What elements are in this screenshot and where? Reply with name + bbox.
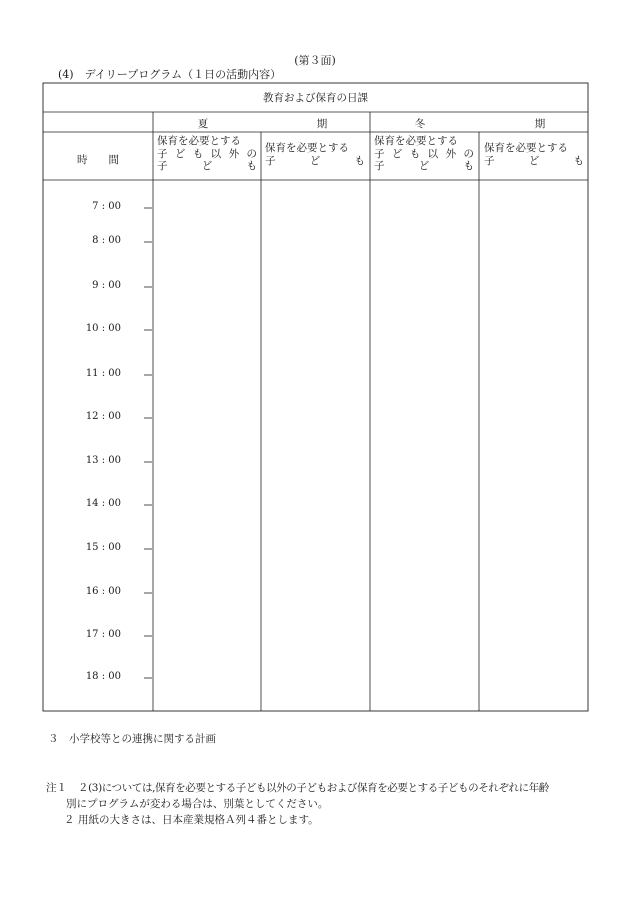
col-header-line1: 保育を必要とする	[265, 142, 349, 154]
time-label: 10 : 00	[85, 323, 121, 334]
note-2-text: 用紙の大きさは、日本産業規格Ａ列４番とします。	[78, 814, 319, 826]
note-1-line-2: 別にプログラムが変わる場合は、別葉としてください。	[66, 798, 329, 810]
note-1-line-1: ２(3)については,保育を必要とする子ども以外の子どもおよび保育を必要とする子どものそれぞれに年齢	[78, 782, 549, 794]
time-label: 18 : 00	[85, 671, 121, 682]
col-header-line1: 保育を必要とする	[484, 142, 568, 154]
col-header-line2: 子 ど も	[265, 154, 365, 167]
section-3-title: ３ 小学校等との連携に関する計画	[48, 733, 216, 745]
time-label: 14 : 00	[85, 498, 121, 509]
winter-header-left: 冬	[414, 118, 426, 130]
summer-header-right: 期	[316, 118, 328, 130]
note-1-prefix: 注１	[46, 782, 67, 794]
time-label: 11 : 00	[85, 368, 121, 379]
time-label: 15 : 00	[85, 542, 121, 553]
page-number-label: (第３面)	[294, 54, 336, 67]
table-title: 教育および保育の日課	[263, 92, 368, 104]
note-2-prefix: ２	[64, 814, 75, 826]
time-label: 9 : 00	[92, 280, 121, 291]
col-header-summer-nursery	[265, 142, 365, 167]
winter-header-right: 期	[534, 118, 546, 130]
col-header-summer-non-nursery	[157, 135, 257, 173]
col-header-line3: 子 ど も	[374, 160, 474, 172]
col-header-line2: 子 ど も	[484, 154, 584, 167]
col-header-line3: 子 ど も	[157, 160, 257, 172]
time-ticks	[144, 208, 152, 678]
summer-header-left: 夏	[197, 118, 209, 130]
col-header-line2: 子 ど も 以 外 の	[157, 147, 257, 160]
col-header-line1: 保育を必要とする	[157, 135, 241, 147]
col-header-winter-nursery	[484, 142, 584, 167]
time-label: 13 : 00	[85, 455, 121, 466]
time-label: 12 : 00	[85, 411, 121, 422]
time-label: 7 : 00	[92, 201, 121, 212]
section-title: (4) デイリープログラム（１日の活動内容）	[58, 68, 282, 81]
col-header-winter-non-nursery	[374, 135, 474, 173]
col-header-line1: 保育を必要とする	[374, 135, 458, 147]
time-label: 8 : 00	[92, 235, 121, 246]
time-label: 16 : 00	[85, 586, 121, 597]
time-label: 17 : 00	[85, 629, 121, 640]
col-header-line2: 子 ど も 以 外 の	[374, 147, 474, 160]
time-column-header: 時 間	[77, 154, 119, 166]
